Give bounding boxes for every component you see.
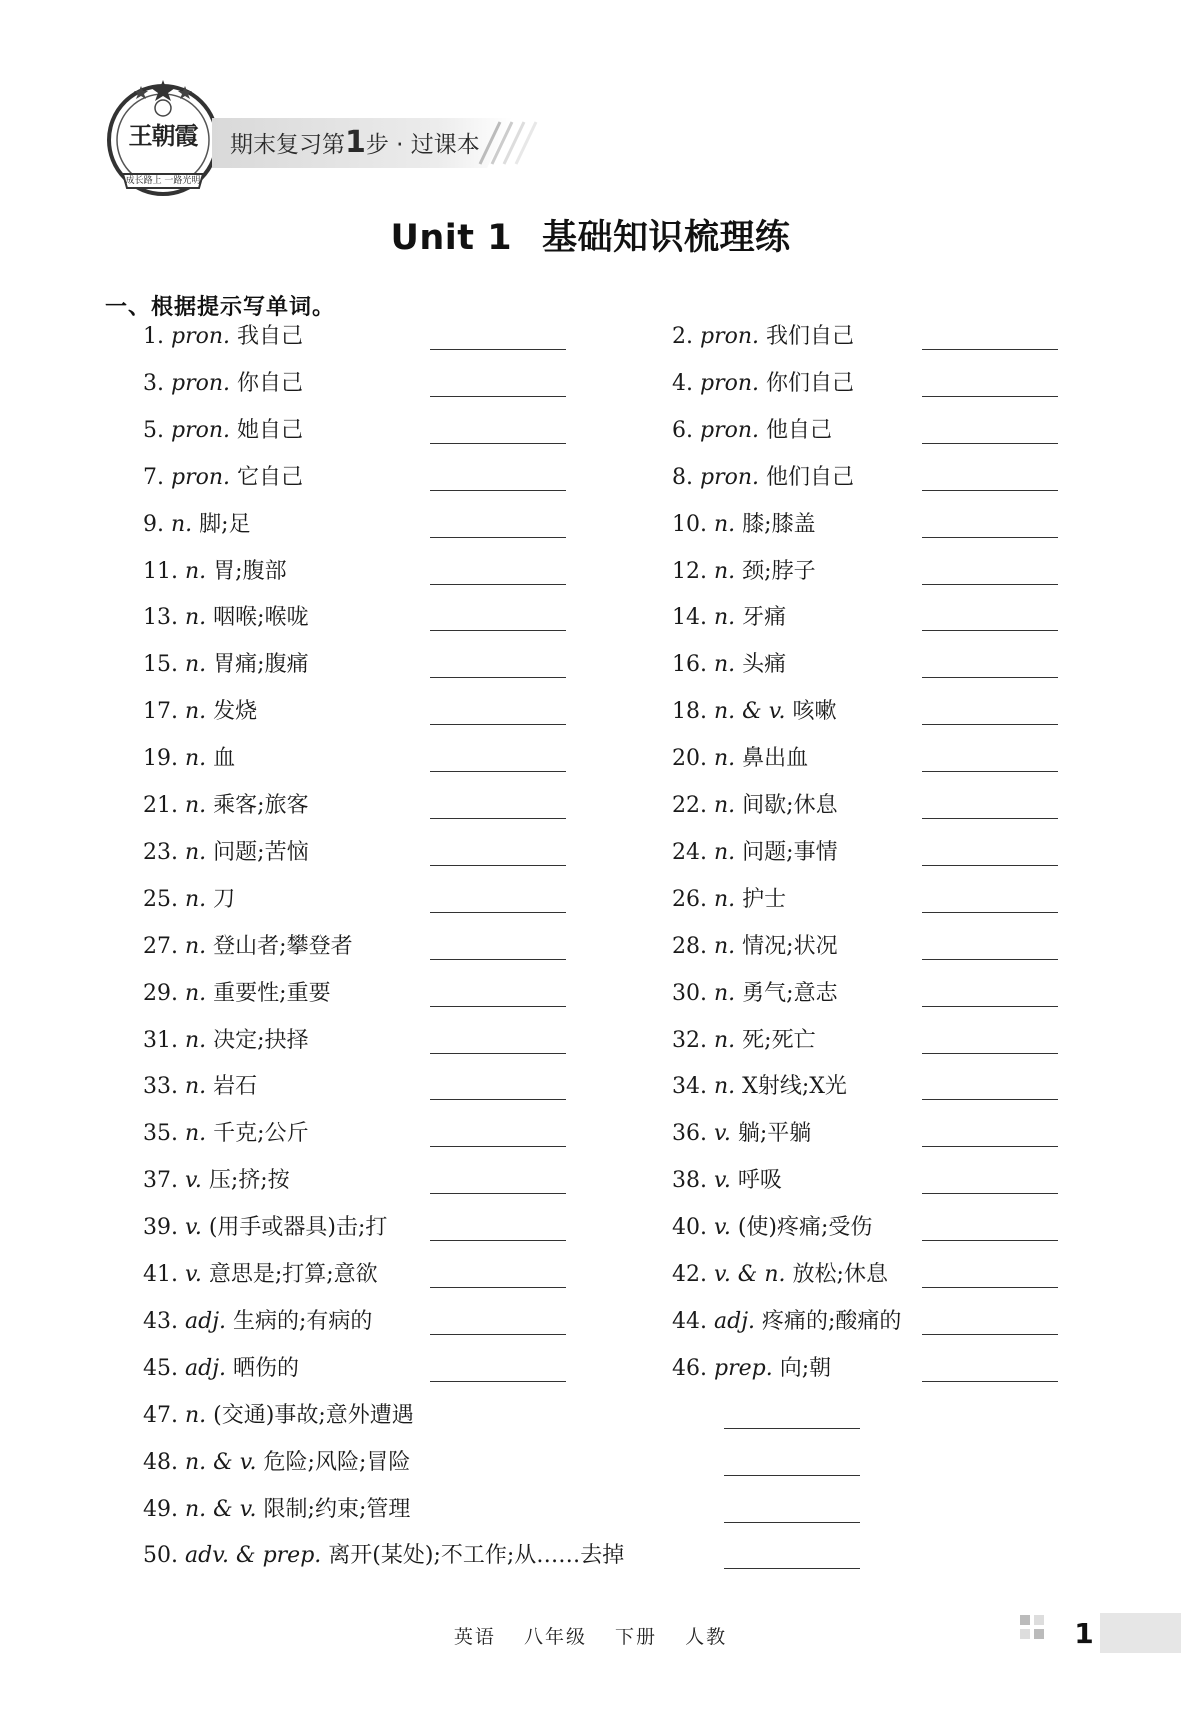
list-item xyxy=(143,1399,414,1433)
answer-blank[interactable] xyxy=(922,724,1058,725)
item-meaning: 膝;膝盖 xyxy=(742,511,816,537)
part-of-speech: pron. xyxy=(700,464,760,490)
part-of-speech: adj. xyxy=(185,1355,227,1381)
list-item xyxy=(672,1305,901,1339)
answer-blank[interactable] xyxy=(430,443,566,444)
part-of-speech: n. xyxy=(714,933,736,959)
part-of-speech: n. xyxy=(714,746,736,772)
item-number: 23. xyxy=(143,839,178,865)
item-meaning: (交通)事故;意外遭遇 xyxy=(213,1402,414,1428)
title-name: 基础知识梳理练 xyxy=(542,218,791,258)
footer-grade: 八年级 xyxy=(523,1626,587,1648)
answer-blank[interactable] xyxy=(922,818,1058,819)
item-meaning: 千克;公斤 xyxy=(213,1121,309,1147)
part-of-speech: v. xyxy=(714,1168,731,1194)
item-number: 1. xyxy=(143,324,164,349)
answer-blank[interactable] xyxy=(430,724,566,725)
item-meaning: 向;朝 xyxy=(779,1355,832,1381)
answer-blank[interactable] xyxy=(922,1381,1058,1382)
item-number: 22. xyxy=(672,793,707,818)
item-meaning: 勇气;意志 xyxy=(742,980,838,1006)
answer-blank[interactable] xyxy=(430,865,566,866)
list-item xyxy=(143,555,287,589)
item-meaning: 问题;苦恼 xyxy=(213,839,309,865)
item-meaning: 你们自己 xyxy=(766,370,855,396)
part-of-speech: n. xyxy=(185,746,207,772)
item-meaning: 胃痛;腹痛 xyxy=(213,652,309,678)
answer-blank[interactable] xyxy=(430,349,566,350)
list-item xyxy=(672,414,832,448)
answer-blank[interactable] xyxy=(724,1428,860,1429)
list-item xyxy=(143,1211,387,1245)
answer-blank[interactable] xyxy=(430,1006,566,1007)
part-of-speech: n. xyxy=(714,1074,736,1100)
item-number: 20. xyxy=(672,746,707,772)
answer-blank[interactable] xyxy=(430,1240,566,1241)
list-item xyxy=(143,1164,290,1198)
answer-blank[interactable] xyxy=(430,1053,566,1054)
item-meaning: 重要性;重要 xyxy=(213,980,331,1006)
item-meaning: 发烧 xyxy=(213,699,258,725)
part-of-speech: n. xyxy=(185,886,207,912)
answer-blank[interactable] xyxy=(922,443,1058,444)
item-number: 37. xyxy=(143,1168,178,1194)
item-number: 27. xyxy=(143,933,178,959)
header-banner xyxy=(212,118,542,168)
item-meaning: 问题;事情 xyxy=(742,839,838,865)
item-number: 15. xyxy=(143,652,178,678)
answer-blank[interactable] xyxy=(922,584,1058,585)
part-of-speech: n. & v. xyxy=(714,699,786,725)
part-of-speech: n. xyxy=(714,1027,736,1053)
item-number: 41. xyxy=(143,1262,178,1287)
part-of-speech: v. xyxy=(185,1262,202,1287)
item-number: 39. xyxy=(143,1215,178,1241)
item-number: 50. xyxy=(143,1543,178,1569)
part-of-speech: n. xyxy=(185,699,207,725)
answer-blank[interactable] xyxy=(922,959,1058,960)
item-number: 36. xyxy=(672,1121,707,1147)
brand-logo xyxy=(103,78,223,198)
part-of-speech: pron. xyxy=(700,324,760,349)
part-of-speech: n. xyxy=(714,980,736,1006)
item-number: 33. xyxy=(143,1074,178,1100)
item-number: 26. xyxy=(672,886,707,912)
part-of-speech: v. xyxy=(714,1215,731,1241)
banner-text xyxy=(230,126,480,160)
list-item xyxy=(672,930,838,964)
part-of-speech: adj. xyxy=(185,1308,227,1334)
answer-blank[interactable] xyxy=(922,537,1058,538)
item-meaning: 呼吸 xyxy=(737,1168,782,1194)
list-item xyxy=(143,461,303,495)
part-of-speech: n. xyxy=(714,652,736,678)
item-number: 7. xyxy=(143,464,164,490)
item-number: 19. xyxy=(143,746,178,772)
answer-blank[interactable] xyxy=(430,584,566,585)
answer-blank[interactable] xyxy=(922,1006,1058,1007)
item-number: 46. xyxy=(672,1355,707,1381)
list-item xyxy=(143,1352,299,1386)
part-of-speech: n. xyxy=(714,558,736,584)
list-item xyxy=(672,320,854,354)
item-number: 6. xyxy=(672,417,693,443)
section-heading: 一、根据提示写单词。 xyxy=(105,295,336,320)
item-meaning: 情况;状况 xyxy=(742,933,838,959)
item-meaning: 岩石 xyxy=(213,1074,258,1100)
list-item xyxy=(672,1258,888,1292)
list-item xyxy=(672,977,838,1011)
answer-blank[interactable] xyxy=(922,912,1058,913)
list-item xyxy=(143,414,303,448)
answer-blank[interactable] xyxy=(724,1522,860,1523)
list-item xyxy=(143,883,235,917)
item-number: 11. xyxy=(143,558,178,584)
answer-blank[interactable] xyxy=(430,1381,566,1382)
part-of-speech: n. xyxy=(185,933,207,959)
item-meaning: 他自己 xyxy=(766,417,833,443)
list-item xyxy=(143,977,331,1011)
part-of-speech: n. xyxy=(185,605,207,631)
answer-blank[interactable] xyxy=(922,630,1058,631)
list-item xyxy=(143,1539,624,1573)
item-meaning: 晒伤的 xyxy=(233,1355,300,1381)
part-of-speech: adv. & prep. xyxy=(185,1543,322,1569)
list-item xyxy=(672,1211,872,1245)
list-item xyxy=(143,1024,309,1058)
item-number: 5. xyxy=(143,417,164,443)
item-number: 40. xyxy=(672,1215,707,1241)
part-of-speech: n. xyxy=(185,1074,207,1100)
list-item xyxy=(143,367,303,401)
list-item xyxy=(143,320,303,354)
brand-name: 王朝霞 xyxy=(128,121,198,150)
item-meaning: 放松;休息 xyxy=(792,1262,888,1287)
item-meaning: 危险;风险;冒险 xyxy=(263,1449,411,1475)
answer-blank[interactable] xyxy=(430,537,566,538)
list-item xyxy=(143,1305,372,1339)
part-of-speech: prep. xyxy=(714,1355,773,1381)
item-number: 31. xyxy=(143,1027,178,1053)
part-of-speech: v. & n. xyxy=(714,1262,786,1287)
answer-blank[interactable] xyxy=(922,677,1058,678)
part-of-speech: n. & v. xyxy=(185,1496,257,1522)
footer-edition: 人教 xyxy=(685,1626,728,1648)
part-of-speech: adj. xyxy=(714,1308,756,1334)
answer-blank[interactable] xyxy=(922,396,1058,397)
item-meaning: X射线;X光 xyxy=(742,1074,847,1100)
list-item xyxy=(672,461,854,495)
list-item xyxy=(672,1352,831,1386)
answer-blank[interactable] xyxy=(430,771,566,772)
part-of-speech: v. xyxy=(185,1168,202,1194)
answer-blank[interactable] xyxy=(922,349,1058,350)
item-meaning: 躺;平躺 xyxy=(737,1121,812,1147)
part-of-speech: n. xyxy=(714,839,736,865)
item-meaning: 血 xyxy=(213,746,236,772)
answer-blank[interactable] xyxy=(922,1146,1058,1147)
item-meaning: 意思是;打算;意欲 xyxy=(208,1262,378,1287)
item-meaning: 离开(某处);不工作;从……去掉 xyxy=(328,1543,625,1569)
part-of-speech: n. xyxy=(185,980,207,1006)
item-meaning: 间歇;休息 xyxy=(742,793,838,818)
item-meaning: 牙痛 xyxy=(742,605,787,631)
part-of-speech: n. & v. xyxy=(185,1449,257,1475)
answer-blank[interactable] xyxy=(430,396,566,397)
page-title xyxy=(0,210,1181,260)
part-of-speech: n. xyxy=(185,1121,207,1147)
answer-blank[interactable] xyxy=(430,1099,566,1100)
part-of-speech: n. xyxy=(185,839,207,865)
footer-volume: 下册 xyxy=(615,1626,658,1648)
answer-blank[interactable] xyxy=(922,1193,1058,1194)
list-item xyxy=(143,601,309,635)
item-meaning: 护士 xyxy=(742,886,787,912)
item-number: 38. xyxy=(672,1168,707,1194)
answer-blank[interactable] xyxy=(430,818,566,819)
item-meaning: 生病的;有病的 xyxy=(233,1308,373,1334)
item-number: 10. xyxy=(672,511,707,537)
item-number: 21. xyxy=(143,793,178,818)
item-meaning: (用手或器具)击;打 xyxy=(208,1215,388,1241)
answer-blank[interactable] xyxy=(724,1475,860,1476)
item-number: 25. xyxy=(143,886,178,912)
part-of-speech: n. xyxy=(185,1402,207,1428)
banner-prefix: 期末复习第 xyxy=(230,132,345,158)
part-of-speech: n. xyxy=(714,793,736,818)
list-item xyxy=(672,789,838,823)
item-number: 18. xyxy=(672,699,707,725)
part-of-speech: v. xyxy=(185,1215,202,1241)
answer-blank[interactable] xyxy=(430,490,566,491)
item-number: 14. xyxy=(672,605,707,631)
item-number: 4. xyxy=(672,370,693,396)
item-meaning: 压;挤;按 xyxy=(208,1168,290,1194)
answer-blank[interactable] xyxy=(922,865,1058,866)
answer-blank[interactable] xyxy=(430,630,566,631)
item-number: 12. xyxy=(672,558,707,584)
brand-motto: 成长路上 一路光明 xyxy=(125,176,201,186)
list-item xyxy=(143,1070,257,1104)
part-of-speech: pron. xyxy=(171,464,231,490)
list-item xyxy=(143,508,251,542)
item-meaning: 颈;脖子 xyxy=(742,558,816,584)
item-number: 43. xyxy=(143,1308,178,1334)
item-number: 29. xyxy=(143,980,178,1006)
page-footer xyxy=(0,1622,1181,1649)
list-item xyxy=(143,1446,410,1480)
item-meaning: 我们自己 xyxy=(766,324,855,349)
item-number: 32. xyxy=(672,1027,707,1053)
part-of-speech: pron. xyxy=(171,370,231,396)
part-of-speech: n. xyxy=(714,511,736,537)
item-meaning: 咽喉;喉咙 xyxy=(213,605,309,631)
item-number: 44. xyxy=(672,1308,707,1334)
item-meaning: 限制;约束;管理 xyxy=(263,1496,411,1522)
part-of-speech: v. xyxy=(714,1121,731,1147)
part-of-speech: n. xyxy=(714,886,736,912)
unit-label: Unit 1 xyxy=(390,218,513,258)
answer-blank[interactable] xyxy=(430,677,566,678)
list-item xyxy=(672,508,816,542)
item-number: 2. xyxy=(672,324,693,349)
item-meaning: 他们自己 xyxy=(766,464,855,490)
answer-blank[interactable] xyxy=(922,771,1058,772)
item-meaning: 头痛 xyxy=(742,652,787,678)
item-number: 28. xyxy=(672,933,707,959)
item-meaning: 疼痛的;酸痛的 xyxy=(762,1308,902,1334)
part-of-speech: n. xyxy=(185,1027,207,1053)
list-item xyxy=(143,930,353,964)
part-of-speech: n. xyxy=(171,511,193,537)
part-of-speech: n. xyxy=(185,558,207,584)
list-item xyxy=(672,601,786,635)
item-number: 16. xyxy=(672,652,707,678)
item-number: 49. xyxy=(143,1496,178,1522)
part-of-speech: pron. xyxy=(171,324,231,349)
answer-blank[interactable] xyxy=(922,1240,1058,1241)
list-item xyxy=(672,367,854,401)
item-number: 35. xyxy=(143,1121,178,1147)
item-meaning: 我自己 xyxy=(237,324,304,349)
answer-blank[interactable] xyxy=(922,1334,1058,1335)
item-meaning: 它自己 xyxy=(237,464,304,490)
answer-blank[interactable] xyxy=(430,1146,566,1147)
item-meaning: 咳嗽 xyxy=(792,699,837,725)
answer-blank[interactable] xyxy=(430,912,566,913)
page-number-box xyxy=(1020,1613,1181,1655)
item-number: 34. xyxy=(672,1074,707,1100)
item-meaning: 脚;足 xyxy=(199,511,251,537)
answer-blank[interactable] xyxy=(430,1287,566,1288)
list-item xyxy=(143,695,257,729)
item-number: 13. xyxy=(143,605,178,631)
part-of-speech: n. xyxy=(185,652,207,678)
answer-blank[interactable] xyxy=(922,1053,1058,1054)
item-number: 17. xyxy=(143,699,178,725)
answer-blank[interactable] xyxy=(922,1099,1058,1100)
item-meaning: (使)疼痛;受伤 xyxy=(737,1215,873,1241)
answer-blank[interactable] xyxy=(724,1568,860,1569)
answer-blank[interactable] xyxy=(922,490,1058,491)
footer-subject: 英语 xyxy=(453,1626,496,1648)
item-number: 8. xyxy=(672,464,693,490)
list-item xyxy=(672,1070,847,1104)
item-number: 45. xyxy=(143,1355,178,1381)
list-item xyxy=(672,836,838,870)
item-meaning: 胃;腹部 xyxy=(213,558,287,584)
list-item xyxy=(143,742,235,776)
list-item xyxy=(672,742,808,776)
item-number: 9. xyxy=(143,511,164,537)
list-item xyxy=(672,1164,782,1198)
list-item xyxy=(672,883,786,917)
answer-blank[interactable] xyxy=(430,1193,566,1194)
part-of-speech: n. xyxy=(714,605,736,631)
list-item xyxy=(672,695,837,729)
item-number: 24. xyxy=(672,839,707,865)
answer-blank[interactable] xyxy=(922,1287,1058,1288)
list-item xyxy=(143,1493,410,1527)
item-meaning: 决定;抉择 xyxy=(213,1027,309,1053)
item-meaning: 死;死亡 xyxy=(742,1027,816,1053)
item-number: 3. xyxy=(143,370,164,396)
item-meaning: 她自己 xyxy=(237,417,304,443)
item-number: 47. xyxy=(143,1402,178,1428)
part-of-speech: pron. xyxy=(700,417,760,443)
item-meaning: 乘客;旅客 xyxy=(213,793,309,818)
list-item xyxy=(143,1117,309,1151)
page-number: 1 xyxy=(1074,1617,1094,1650)
list-item xyxy=(143,648,309,682)
list-item xyxy=(143,789,309,823)
part-of-speech: pron. xyxy=(700,370,760,396)
list-item xyxy=(672,1024,816,1058)
item-number: 48. xyxy=(143,1449,178,1475)
item-meaning: 登山者;攀登者 xyxy=(213,933,353,959)
list-item xyxy=(672,648,786,682)
list-item xyxy=(672,1117,811,1151)
item-number: 42. xyxy=(672,1262,707,1287)
answer-blank[interactable] xyxy=(430,1334,566,1335)
answer-blank[interactable] xyxy=(430,959,566,960)
item-number: 30. xyxy=(672,980,707,1006)
part-of-speech: n. xyxy=(185,793,207,818)
banner-step-number: 1 xyxy=(345,125,366,160)
item-meaning: 你自己 xyxy=(237,370,304,396)
banner-suffix: 步 · 过课本 xyxy=(365,132,480,158)
list-item xyxy=(672,555,816,589)
item-meaning: 刀 xyxy=(213,886,236,912)
list-item xyxy=(143,836,309,870)
list-item xyxy=(143,1258,378,1292)
item-meaning: 鼻出血 xyxy=(742,746,809,772)
part-of-speech: pron. xyxy=(171,417,231,443)
